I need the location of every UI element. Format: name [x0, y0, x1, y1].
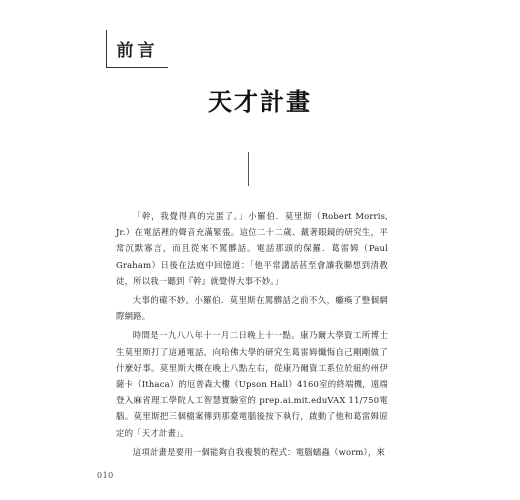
paragraph-4: 這項計畫是要用一個能夠自我複製的程式：電腦蠕蟲（worm），來: [132, 446, 386, 457]
chapter-label: 前言: [116, 41, 159, 61]
chapter-heading-box: [106, 30, 168, 68]
vertical-divider: [248, 152, 249, 186]
page-number: 010: [97, 471, 114, 480]
paragraph-1: 「幹，我覺得真的完蛋了。」小羅伯．莫里斯（Robert Morris, Jr.）在電話裡的聲音充滿緊張。這位二十二歲、戴著眼鏡的研究生，平常沉默寡言，而且從來不罵髒話。電話那頭的保羅．葛雷姆（Paul Graham）日後在法庭中回憶道：「他平常講話甚至會讓我聯想到清教徒，所以我一聽到『幹』就覺得大事不妙。」: [116, 211, 388, 286]
page-title: 天才計畫: [208, 87, 312, 116]
paragraph-2: 大事的確不妙。小羅伯．莫里斯在罵髒話之前不久，癱瘓了整個網際網路。: [116, 295, 388, 322]
paragraph-3: 時間是一九八八年十一月二日晚上十一點。康乃爾大學資工所博士生莫里斯打了這通電話，向哈佛大學的研究生葛雷姆懺悔自己剛剛做了什麼好事。莫里斯大概在晚上八點左右，從康乃爾資工系位於紐約州伊薩卡（Ithaca）的厄普森大樓（Upson Hall）4160室的終端機，遠端登入麻省理工學院人工智慧實驗室的 prep.ai.mit.eduVAX 11/750電腦。莫里斯把三個檔案傳到那臺電腦後按下執行，啟動了他和葛雷姆原定的「天才計畫」。: [116, 330, 388, 438]
body-text: [116, 208, 388, 463]
